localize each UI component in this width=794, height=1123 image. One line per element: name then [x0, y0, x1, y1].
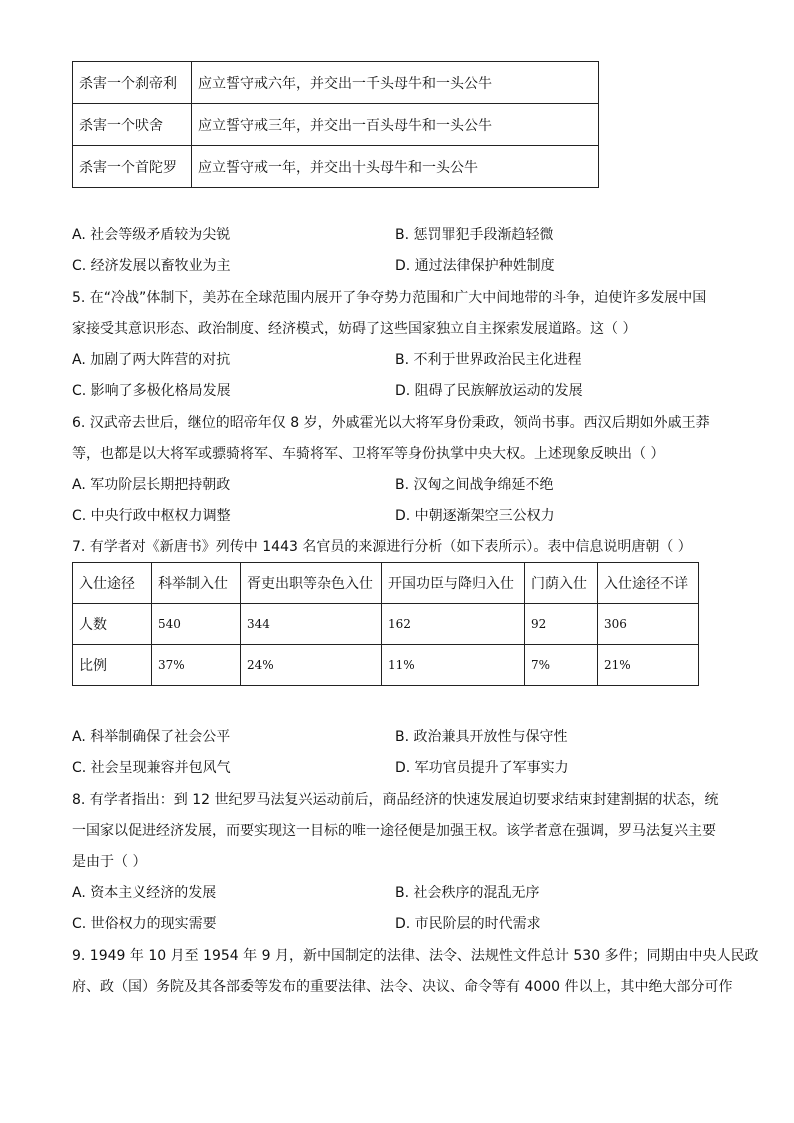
- q4-option-b: B. 惩罚罪犯手段渐趋轻微: [395, 227, 554, 243]
- q8-stem-line2: 一国家以促进经济发展，而要实现这一目标的唯一途径便是加强王权。该学者意在强调，罗马法复兴主要: [72, 823, 716, 839]
- q5-stem-line2: 家接受其意识形态、政治制度、经济模式，妨碍了这些国家独立自主探索发展道路。这（ ）: [72, 321, 637, 337]
- table-row: [73, 645, 699, 686]
- table-cell: 杀害一个首陀罗: [73, 146, 192, 188]
- table-header-row: [73, 563, 699, 604]
- q9-stem-line1: 9. 1949 年 10 月至 1954 年 9 月，新中国制定的法律、法令、法规性文件总计 530 多件；同期由中央人民政: [72, 948, 759, 964]
- q5-option-a: A. 加剧了两大阵营的对抗: [72, 352, 231, 368]
- q6-option-b: B. 汉匈之间战争绵延不绝: [395, 477, 554, 493]
- table-cell: 杀害一个刹帝利: [73, 62, 192, 104]
- q6-option-c: C. 中央行政中枢权力调整: [72, 508, 231, 524]
- q5-stem-line1: 5. 在“冷战”体制下，美苏在全球范围内展开了争夺势力范围和广大中间地带的斗争，迫使许多发展中国: [72, 290, 707, 306]
- table-cell: 92: [525, 604, 598, 645]
- q8-option-c: C. 世俗权力的现实需要: [72, 916, 217, 932]
- q7-option-a: A. 科举制确保了社会公平: [72, 729, 231, 745]
- table-row: [73, 146, 599, 188]
- table-header-cell: 开国功臣与降归入仕: [382, 563, 525, 604]
- q6-option-a: A. 军功阶层长期把持朝政: [72, 477, 231, 493]
- table-header-cell: 入仕途径不详: [598, 563, 699, 604]
- q6-stem-line2: 等，也都是以大将军或骠骑将军、车骑将军、卫将军等身份执掌中央大权。上述现象反映出（ ）: [72, 446, 665, 462]
- table-cell: 344: [241, 604, 382, 645]
- q8-stem-line1: 8. 有学者指出：到 12 世纪罗马法复兴运动前后，商品经济的快速发展迫切要求结束封建割据的状态，统: [72, 792, 719, 808]
- official-origins-table: [72, 562, 699, 686]
- q6-option-d: D. 中朝逐渐架空三公权力: [395, 508, 555, 524]
- table-row: [73, 62, 599, 104]
- table-cell: 应立誓守戒三年，并交出一百头母牛和一头公牛: [192, 104, 599, 146]
- table-cell: 应立誓守戒一年，并交出十头母牛和一头公牛: [192, 146, 599, 188]
- table-header-cell: 科举制入仕: [152, 563, 241, 604]
- q7-option-c: C. 社会呈现兼容并包风气: [72, 760, 231, 776]
- table-header-cell: 入仕途径: [73, 563, 152, 604]
- q4-option-a: A. 社会等级矛盾较为尖锐: [72, 227, 231, 243]
- table-cell: 21%: [598, 645, 699, 686]
- table-cell: 人数: [73, 604, 152, 645]
- table-cell: 24%: [241, 645, 382, 686]
- table-cell: 7%: [525, 645, 598, 686]
- q9-stem-line2: 府、政（国）务院及其各部委等发布的重要法律、法令、决议、命令等有 4000 件以上，其中绝大部分可作: [72, 979, 733, 995]
- q4-option-d: D. 通过法律保护种姓制度: [395, 258, 555, 274]
- table-row: [73, 104, 599, 146]
- table-cell: 162: [382, 604, 525, 645]
- table-cell: 306: [598, 604, 699, 645]
- table-cell: 杀害一个吠舍: [73, 104, 192, 146]
- table-row: [73, 604, 699, 645]
- q5-option-c: C. 影响了多极化格局发展: [72, 383, 231, 399]
- table-cell: 540: [152, 604, 241, 645]
- table-header-cell: 门荫入仕: [525, 563, 598, 604]
- q7-option-d: D. 军功官员提升了军事实力: [395, 760, 569, 776]
- q5-option-b: B. 不利于世界政治民主化进程: [395, 352, 582, 368]
- caste-punishment-table: [72, 61, 599, 188]
- table-cell: 11%: [382, 645, 525, 686]
- q4-option-c: C. 经济发展以畜牧业为主: [72, 258, 231, 274]
- table-cell: 37%: [152, 645, 241, 686]
- q7-option-b: B. 政治兼具开放性与保守性: [395, 729, 568, 745]
- table-cell: 应立誓守戒六年，并交出一千头母牛和一头公牛: [192, 62, 599, 104]
- table-cell: 比例: [73, 645, 152, 686]
- q8-option-a: A. 资本主义经济的发展: [72, 885, 217, 901]
- q8-stem-line3: 是由于（ ）: [72, 854, 147, 870]
- q6-stem-line1: 6. 汉武帝去世后，继位的昭帝年仅 8 岁，外戚霍光以大将军身份秉政，领尚书事。西汉后期如外戚王莽: [72, 415, 710, 431]
- table-header-cell: 胥吏出职等杂色入仕: [241, 563, 382, 604]
- q5-option-d: D. 阻碍了民族解放运动的发展: [395, 383, 583, 399]
- q7-stem-line1: 7. 有学者对《新唐书》列传中 1443 名官员的来源进行分析（如下表所示）。表中信息说明唐朝（ ）: [72, 539, 692, 555]
- q8-option-d: D. 市民阶层的时代需求: [395, 916, 541, 932]
- q8-option-b: B. 社会秩序的混乱无序: [395, 885, 540, 901]
